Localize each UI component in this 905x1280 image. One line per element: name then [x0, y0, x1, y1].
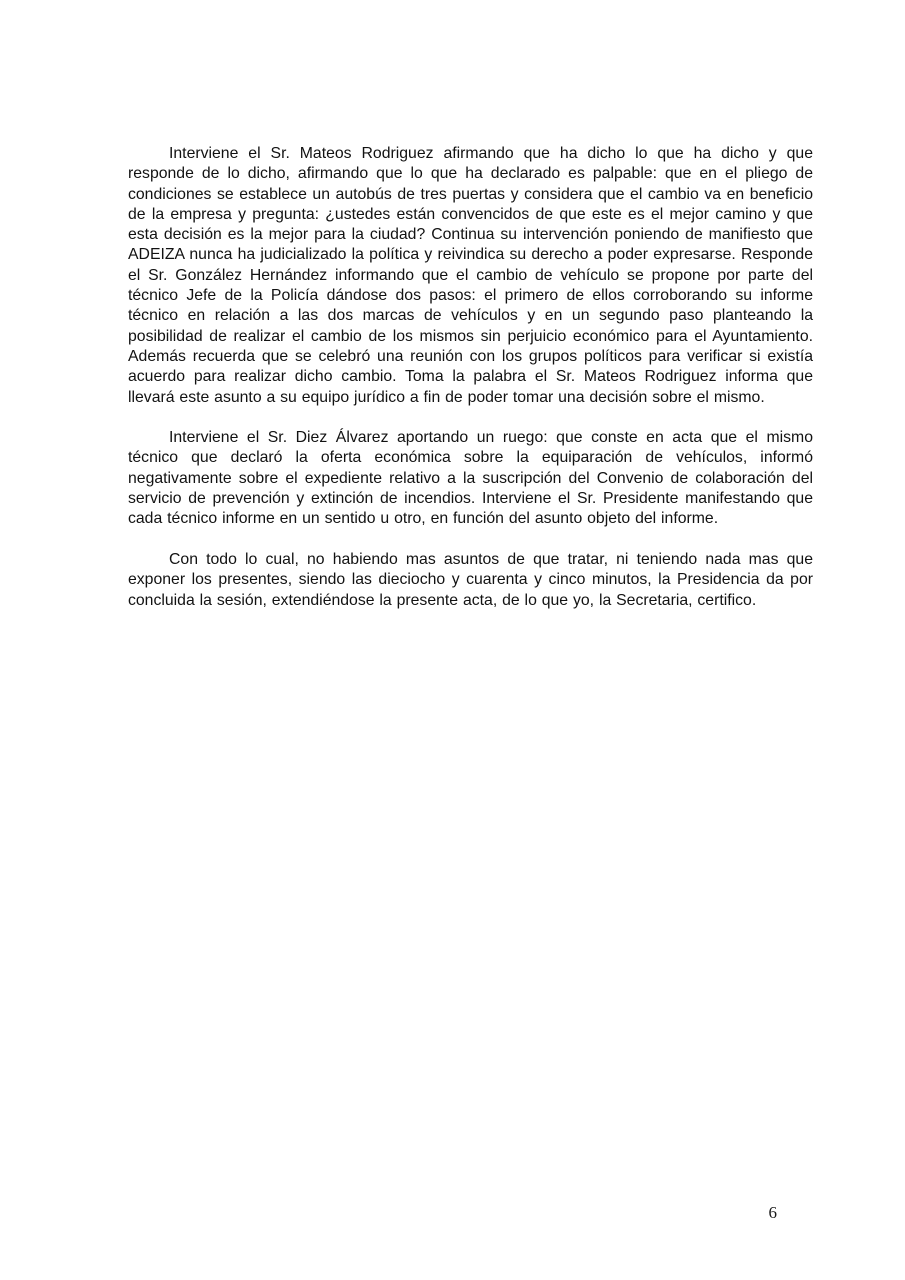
paragraph-intervencion-mateos: Interviene el Sr. Mateos Rodriguez afirmando que ha dicho lo que ha dicho y que responde de lo dicho, afirmando que lo que ha declarado es palpable: que en el pliego de condiciones se establece un autobús de tres puertas y considera que el cambio va en beneficio de la empresa y pregunta: ¿ustedes están convencidos de que este es el mejor camino y que esta decisión es la mejor para la ciudad? Continua su intervención poniendo de manifiesto que ADEIZA nunca ha judicializado la política y reivindica su derecho a poder expresarse. Responde el Sr. González Hernández informando que el cambio de vehículo se propone por parte del técnico Jefe de la Policía dándose dos pasos: el primero de ellos corroborando su informe técnico en relación a las dos marcas de vehículos y en un segundo paso planteando la posibilidad de realizar el cambio de los mismos sin perjuicio económico para el Ayuntamiento. Además recuerda que se celebró una reunión con los grupos políticos para verificar si existía acuerdo para realizar dicho cambio. Toma la palabra el Sr. Mateos Rodriguez informa que llevará este asunto a su equipo jurídico a fin de poder tomar una decisión sobre el mismo.: [128, 145, 813, 406]
page-number: 6: [768, 1203, 777, 1222]
paragraph-intervencion-diez: Interviene el Sr. Diez Álvarez aportando un ruego: que conste en acta que el mismo técnico que declaró la oferta económica sobre la equiparación de vehículos, informó negativamente sobre el expediente relativo a la suscripción del Convenio de colaboración del servicio de prevención y extinción de incendios. Interviene el Sr. Presidente manifestando que cada técnico informe en un sentido u otro, en función del asunto objeto del informe.: [128, 429, 813, 528]
document-text-block: [128, 144, 813, 631]
paragraph-cierre-sesion: Con todo lo cual, no habiendo mas asuntos de que tratar, ni teniendo nada mas que exponer los presentes, siendo las dieciocho y cuarenta y cinco minutos, la Presidencia da por concluida la sesión, extendiéndose la presente acta, de lo que yo, la Secretaria, certifico.: [128, 550, 813, 609]
